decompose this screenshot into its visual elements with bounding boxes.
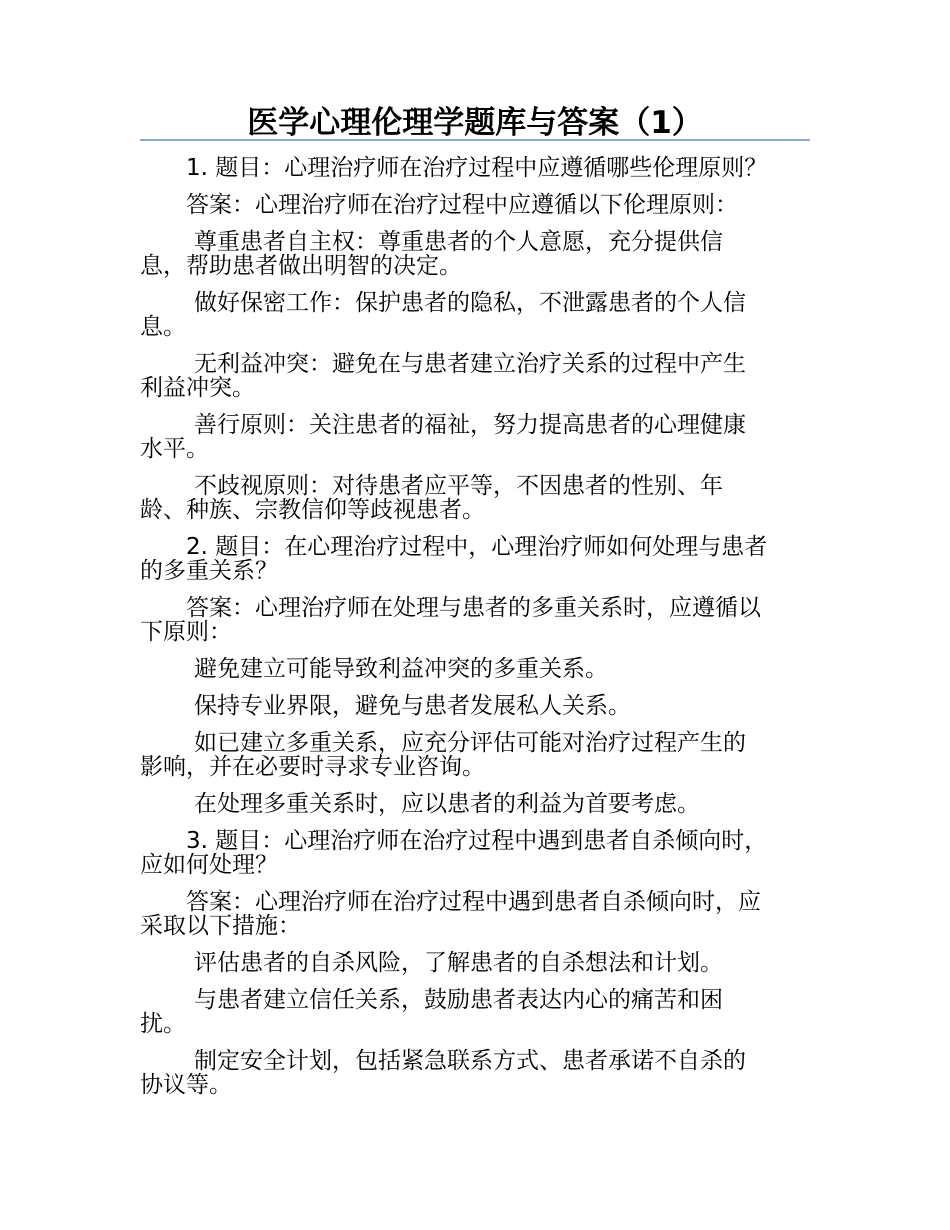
paragraph-continuation-line: 下原则： [140,619,232,645]
paragraph-first-line: 尊重患者自主权：尊重患者的个人意愿，充分提供信 [194,229,723,255]
document-title: 医学心理伦理学题库与答案（1） [247,105,703,141]
paragraph-first-line: 不歧视原则：对待患者应平等，不因患者的性别、年 [194,473,723,499]
paragraph-first-line: 做好保密工作：保护患者的隐私，不泄露患者的个人信 [194,290,746,316]
paragraph-continuation-line: 协议等。 [140,1072,232,1098]
paragraph-continuation-line: 采取以下措施： [140,913,301,939]
answer-item-paragraph [140,291,810,352]
paragraph-first-line: 无利益冲突：避免在与患者建立治疗关系的过程中产生 [194,351,746,377]
answer-item-paragraph [140,988,810,1049]
paragraph-continuation-line: 的多重关系？ [140,558,278,584]
paragraph-first-line: 答案：心理治疗师在治疗过程中遇到患者自杀倾向时，应 [186,889,761,915]
question-paragraph [140,596,810,657]
answer-item-paragraph [140,731,810,792]
question-paragraph [140,156,810,193]
question-paragraph [140,535,810,596]
answer-item-paragraph [140,1049,810,1110]
paragraph-continuation-line: 龄、种族、宗教信仰等歧视患者。 [140,497,485,523]
paragraph-continuation-line: 息。 [140,314,186,340]
answer-item-paragraph [140,792,810,829]
paragraph-continuation-line: 扰。 [140,1011,186,1037]
paragraph-first-line: 答案：心理治疗师在治疗过程中应遵循以下伦理原则： [186,192,738,218]
paragraph-continuation-line: 应如何处理？ [140,852,278,878]
paragraph-continuation-line: 息，帮助患者做出明智的决定。 [140,253,462,279]
answer-item-paragraph [140,694,810,731]
answer-item-paragraph [140,413,810,474]
question-paragraph [140,193,810,230]
paragraph-first-line: 答案：心理治疗师在处理与患者的多重关系时，应遵循以 [186,595,761,621]
paragraph-continuation-line: 影响，并在必要时寻求专业咨询。 [140,754,485,780]
paragraph-first-line: 3. 题目：心理治疗师在治疗过程中遇到患者自杀倾向时， [186,828,768,854]
document-body [140,156,810,1110]
answer-item-paragraph [140,657,810,694]
paragraph-first-line: 善行原则：关注患者的福祉，努力提高患者的心理健康 [194,412,746,438]
paragraph-first-line: 保持专业界限，避免与患者发展私人关系。 [194,693,631,719]
question-paragraph [140,890,810,951]
paragraph-first-line: 与患者建立信任关系，鼓励患者表达内心的痛苦和困 [194,987,723,1013]
paragraph-continuation-line: 利益冲突。 [140,375,255,401]
paragraph-first-line: 在处理多重关系时，应以患者的利益为首要考虑。 [194,791,700,817]
paragraph-continuation-line: 水平。 [140,436,209,462]
answer-item-paragraph [140,951,810,988]
answer-item-paragraph [140,352,810,413]
paragraph-first-line: 避免建立可能导致利益冲突的多重关系。 [194,656,608,682]
answer-item-paragraph [140,474,810,535]
paragraph-first-line: 如已建立多重关系，应充分评估可能对治疗过程产生的 [194,730,746,756]
title-underline [140,139,810,141]
answer-item-paragraph [140,230,810,291]
paragraph-first-line: 1. 题目：心理治疗师在治疗过程中应遵循哪些伦理原则？ [186,155,768,181]
question-paragraph [140,829,810,890]
paragraph-first-line: 制定安全计划，包括紧急联系方式、患者承诺不自杀的 [194,1048,746,1074]
paragraph-first-line: 评估患者的自杀风险，了解患者的自杀想法和计划。 [194,950,723,976]
paragraph-first-line: 2. 题目：在心理治疗过程中，心理治疗师如何处理与患者 [186,534,768,560]
